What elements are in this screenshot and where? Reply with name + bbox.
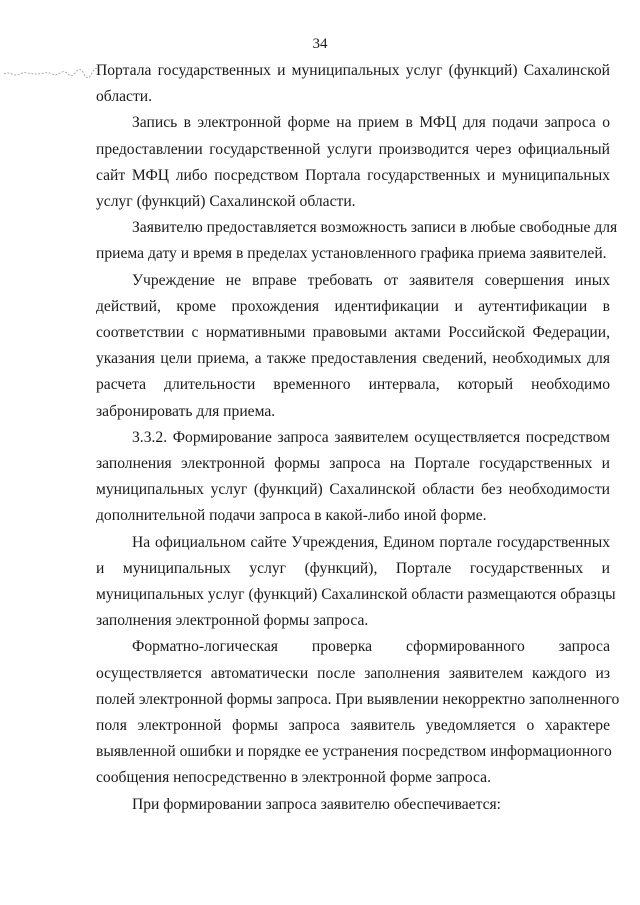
document-body <box>96 58 620 818</box>
text-line: сайт МФЦ либо посредством Портала государственных и муниципальных <box>96 166 610 184</box>
text-line: Заявителю предоставляется возможность записи в любые свободные для <box>132 219 618 237</box>
text-line: сообщения непосредственно в электронной форме запроса. <box>96 769 491 787</box>
text-line: Портала государственных и муниципальных услуг (функций) Сахалинской <box>96 62 610 79</box>
text-line: поля электронной формы запроса заявитель уведомляется о характере <box>96 717 610 735</box>
text-line: и муниципальных услуг (функций), Портале государственных и <box>96 559 610 577</box>
text-line: соответствии с нормативными правовыми актами Российской Федерации, <box>96 324 610 342</box>
text-line: Учреждение не вправе требовать от заявителя совершения иных <box>132 271 610 289</box>
text-line: На официальном сайте Учреждения, Едином портале государственных <box>132 533 610 551</box>
text-line: выявленной ошибки и порядке ее устранения посредством информационного <box>96 743 612 761</box>
paragraph <box>96 530 616 635</box>
text-line: полей электронной формы запроса. При выявлении некорректно заполненного <box>96 690 620 708</box>
text-line: заполнения электронной формы запроса. <box>96 612 369 630</box>
scan-artifact-mark <box>4 68 100 78</box>
text-line: услуг (функций) Сахалинской области. <box>96 193 356 211</box>
text-line: области. <box>96 88 153 106</box>
paragraph <box>96 58 610 110</box>
text-line: действий, кроме прохождения идентификации и аутентификации в <box>96 297 610 315</box>
text-line: заполнения электронной формы запроса на Портале государственных и <box>96 455 610 473</box>
text-line: дополнительной подачи запроса в какой-либо иной форме. <box>96 507 487 525</box>
text-line: 3.3.2. Формирование запроса заявителем осуществляется посредством <box>132 428 610 446</box>
paragraph <box>96 268 610 425</box>
text-line: муниципальных услуг (функций) Сахалинской области размещаются образцы <box>96 586 616 604</box>
text-line: забронировать для приема. <box>96 402 276 420</box>
paragraph <box>96 110 610 215</box>
paragraph <box>96 634 620 791</box>
paragraph <box>96 425 610 530</box>
text-line: Запись в электронной форме на прием в МФЦ для подачи запроса о <box>132 114 610 132</box>
text-line: указания цели приема, а также предоставления сведений, необходимых для <box>96 350 610 368</box>
text-line: осуществляется автоматически после заполнения заявителем каждого из <box>96 664 610 682</box>
text-line: Форматно-логическая проверка сформированного запроса <box>132 638 610 656</box>
paragraph <box>96 215 618 267</box>
text-line: расчета длительности временного интервала, который необходимо <box>96 376 610 394</box>
page-number: 34 <box>312 36 328 52</box>
paragraph <box>96 792 610 818</box>
text-line: приема дату и время в пределах установленного графика приема заявителей. <box>96 245 607 263</box>
text-line: При формировании запроса заявителю обеспечивается: <box>132 795 501 813</box>
text-line: предоставлении государственной услуги производится через официальный <box>96 140 610 158</box>
text-line: муниципальных услуг (функций) Сахалинской области без необходимости <box>96 481 610 499</box>
